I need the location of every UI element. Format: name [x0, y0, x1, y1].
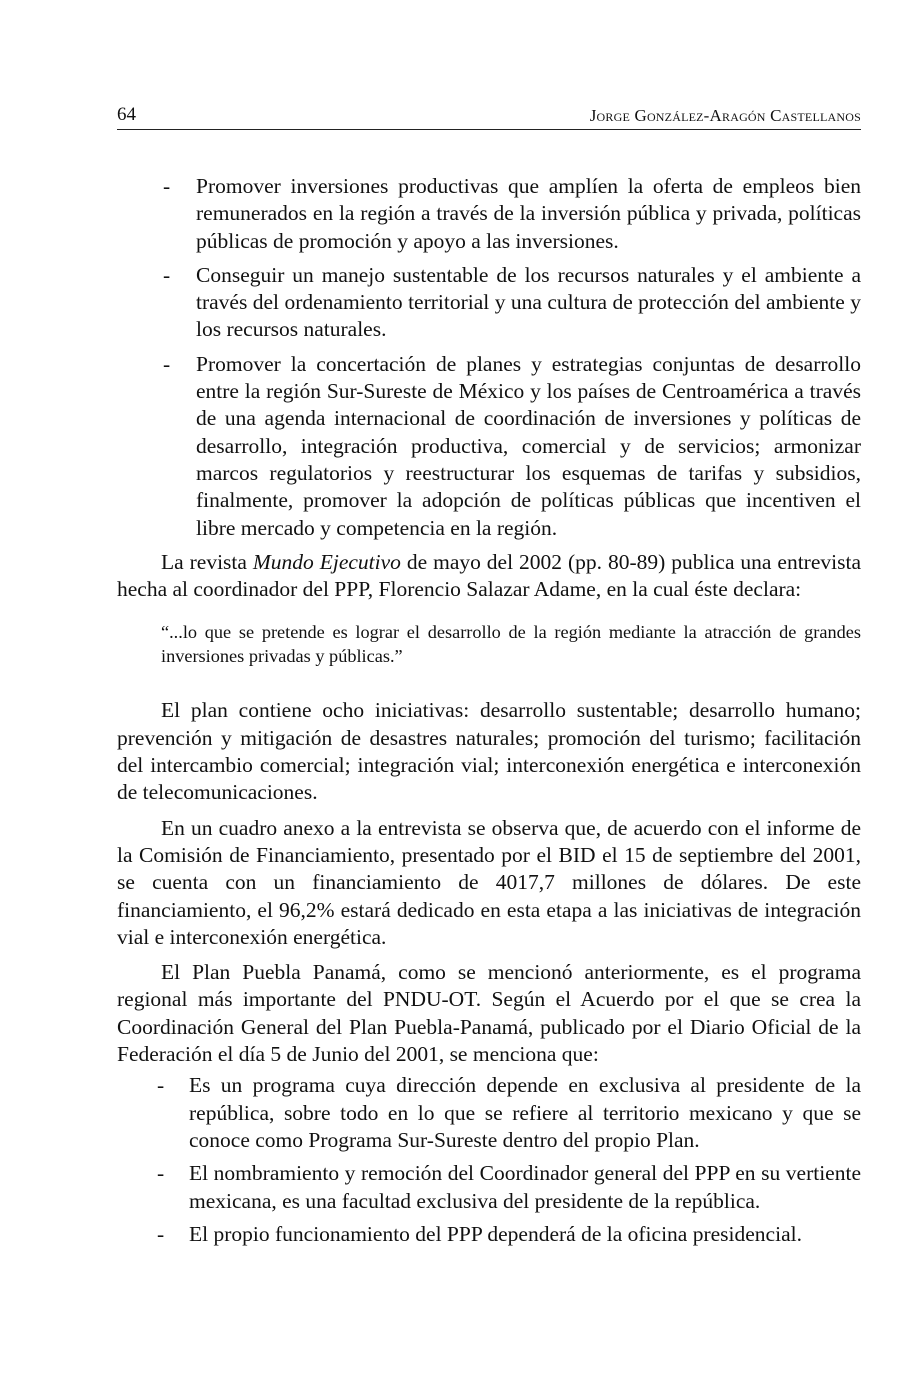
bullet-list-agreement	[117, 1072, 861, 1248]
body-text	[117, 173, 861, 1254]
dash-marker: -	[157, 1073, 165, 1098]
list-item	[117, 351, 861, 542]
intro-before: La revista	[161, 549, 253, 574]
magazine-title: Mundo Ejecutivo	[252, 549, 401, 574]
list-item	[117, 1221, 861, 1248]
list-item-text: Conseguir un manejo sustentable de los recursos naturales y el ambiente a través del ordenamiento territorial y una cultura de protección del ambiente y los recursos naturales.	[196, 262, 861, 342]
dash-marker: -	[157, 1221, 165, 1246]
dash-marker: -	[163, 174, 171, 198]
page-header	[117, 103, 861, 130]
paragraph-financing: En un cuadro anexo a la entrevista se observa que, de acuerdo con el informe de la Comisión de Financiamiento, presentado por el BID el 15 de septiembre del 2001, se cuenta con un financiamiento de 4017,7 millones de dólares. De este financiamiento, el 96,2% estará dedicado en esta etapa a las iniciativas de integración vial e interconexión energética.	[117, 815, 861, 949]
dash-marker: -	[163, 262, 171, 287]
list-item	[117, 262, 861, 344]
list-item	[117, 1160, 861, 1215]
running-head: Jorge González-Aragón Castellanos	[589, 106, 861, 125]
list-item-text: Promover la concertación de planes y estrategias conjuntas de desarrollo entre la región Sur-Sureste de México y los países de Centroamérica a través de una agenda internacional de coordinación de inversiones y políticas de desarrollo, integración productiva, comercial y de servicios; armonizar marcos regulatorios y reestructurar los esquemas de tarifas y subsidios, finalmente, promover la adopción de políticas públicas que incentiven el libre mercado y competencia en la región.	[196, 351, 861, 540]
list-item	[117, 1072, 861, 1154]
intro-paragraph	[117, 549, 861, 604]
intro-after: de mayo del 2002 (pp. 80-89) publica una entrevista hecha al coordinador del PPP, Florencio Salazar Adame, en la cual éste declara:	[117, 549, 861, 602]
dash-marker: -	[163, 351, 171, 376]
list-item	[117, 173, 861, 255]
paragraph-plan-puebla-panama: El Plan Puebla Panamá, como se mencionó anteriormente, es el programa regional más importante del PNDU-OT. Según el Acuerdo por el que se crea la Coordinación General del Plan Puebla-Panamá, publicado por el Diario Oficial de la Federación el día 5 de Junio del 2001, se menciona que:	[117, 960, 861, 1067]
list-item-text: Promover inversiones productivas que amplíen la oferta de empleos bien remunerados en la región a través de la inversión pública y privada, políticas públicas de promoción y apoyo a las inversiones.	[196, 174, 861, 253]
dash-marker: -	[157, 1161, 165, 1186]
page-number: 64	[117, 104, 136, 125]
list-item-text: Es un programa cuya dirección depende en exclusiva al presidente de la república, sobre todo en lo que se refiere al territorio mexicano y que se conoce como Programa Sur-Sureste dentro del propio Plan.	[189, 1073, 861, 1152]
list-item-text: El nombramiento y remoción del Coordinador general del PPP en su vertiente mexicana, es una facultad exclusiva del presidente de la república.	[189, 1161, 861, 1213]
bullet-list-objectives	[117, 173, 861, 542]
block-quote: “...lo que se pretende es lograr el desarrollo de la región mediante la atracción de grandes inversiones privadas y públicas.”	[161, 622, 861, 667]
list-item-text: El propio funcionamiento del PPP dependerá de la oficina presidencial.	[189, 1221, 802, 1246]
paragraph-initiatives: El plan contiene ocho iniciativas: desarrollo sustentable; desarrollo humano; prevención y mitigación de desastres naturales; promoción del turismo; facilitación del intercambio comercial; integración vial; interconexión energética e interconexión de telecomunicaciones.	[117, 698, 861, 805]
